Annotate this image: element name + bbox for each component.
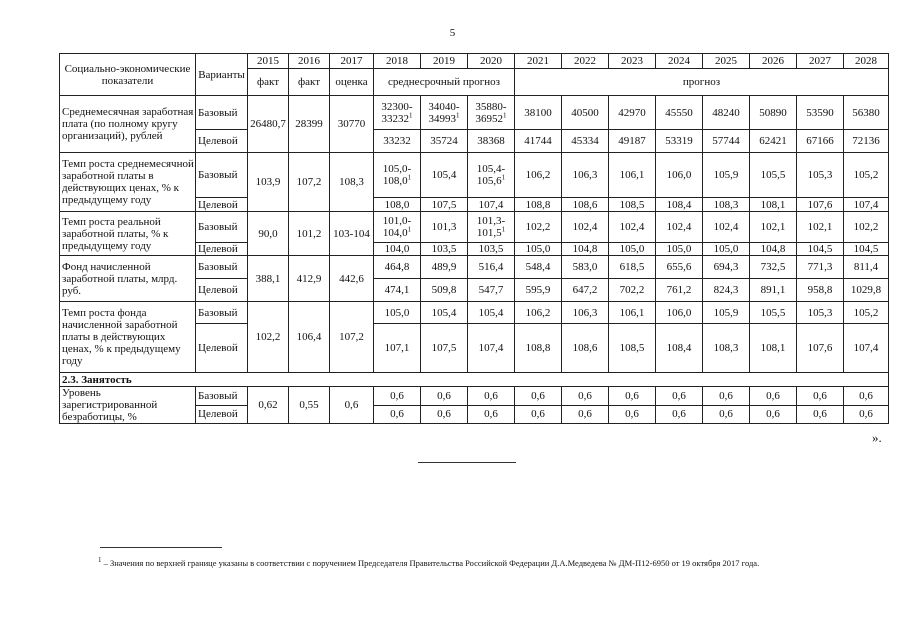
value-cell: 30770: [330, 96, 374, 153]
value-cell: 105,0: [609, 243, 656, 256]
variant-label: Целевой: [196, 405, 248, 424]
value-cell: 0,62: [248, 387, 289, 424]
footnote: [98, 557, 888, 569]
separator-line: [418, 462, 516, 463]
value-cell: 489,9: [421, 256, 468, 279]
type-estimate: оценка: [330, 69, 374, 96]
type-forecast: прогноз: [515, 69, 889, 96]
value-cell: 102,4: [562, 212, 609, 243]
variant-label: Целевой: [196, 130, 248, 153]
value-cell: 105,4-105,6$^1$: [468, 153, 515, 198]
value-cell: 28399: [289, 96, 330, 153]
value-cell: 45334: [562, 130, 609, 153]
section-title: 2.3. Занятость: [60, 373, 889, 387]
value-cell: 0,6: [374, 405, 421, 424]
value-cell: 464,8: [374, 256, 421, 279]
value-cell: 49187: [609, 130, 656, 153]
value-cell: 0,6: [609, 405, 656, 424]
header-variants: Варианты: [196, 54, 248, 96]
indicator-label: Темп роста фонда начисленной заработной платы в действующих ценах, % к предыдущему году: [60, 302, 196, 373]
value-cell: 107,4: [468, 324, 515, 373]
value-cell: 474,1: [374, 279, 421, 302]
value-cell: 90,0: [248, 212, 289, 256]
value-cell: 105,9: [703, 153, 750, 198]
value-cell: 106,3: [562, 153, 609, 198]
variant-label: Базовый: [196, 96, 248, 130]
value-cell: 388,1: [248, 256, 289, 302]
value-cell: 57744: [703, 130, 750, 153]
year-cell: 2015: [248, 54, 289, 69]
value-cell: 72136: [844, 130, 889, 153]
value-cell: 0,6: [797, 387, 844, 406]
value-cell: 0,6: [703, 405, 750, 424]
year-cell: 2026: [750, 54, 797, 69]
value-cell: 732,5: [750, 256, 797, 279]
variant-label: Целевой: [196, 243, 248, 256]
value-cell: 618,5: [609, 256, 656, 279]
value-cell: 0,6: [421, 387, 468, 406]
type-fact: факт: [248, 69, 289, 96]
value-cell: 771,3: [797, 256, 844, 279]
value-cell: 103,9: [248, 153, 289, 212]
value-cell: 102,2: [248, 302, 289, 373]
value-cell: 104,5: [844, 243, 889, 256]
value-cell: 103-104: [330, 212, 374, 256]
value-cell: 105,0: [656, 243, 703, 256]
indicator-label: Фонд начисленной заработной платы, млрд. руб.: [60, 256, 196, 302]
value-cell: 107,5: [421, 198, 468, 212]
year-cell: 2027: [797, 54, 844, 69]
value-cell: 106,0: [656, 302, 703, 324]
value-cell: 105,2: [844, 302, 889, 324]
value-cell: 32300-33232$^1$: [374, 96, 421, 130]
table-row: [60, 302, 889, 324]
section-row: [60, 373, 889, 387]
value-cell: 105,0: [703, 243, 750, 256]
value-cell: 38368: [468, 130, 515, 153]
value-cell: 107,4: [844, 198, 889, 212]
value-cell: 101,3-101,5$^1$: [468, 212, 515, 243]
variant-label: Базовый: [196, 153, 248, 198]
value-cell: 34040-34993$^1$: [421, 96, 468, 130]
value-cell: 0,6: [750, 405, 797, 424]
value-cell: 0,6: [330, 387, 374, 424]
value-cell: 0,6: [468, 387, 515, 406]
value-cell: 0,6: [421, 405, 468, 424]
type-midterm-forecast: среднесрочный прогноз: [374, 69, 515, 96]
value-cell: 0,6: [656, 405, 703, 424]
footnote-text: – Значения по верхней границе указаны в соответствии с поручением Председателя Правительства Российской Федерации Д.А.Медведева № ДМ-П12-6950 от 19 октября 2017 года.: [103, 558, 760, 568]
value-cell: 108,6: [562, 324, 609, 373]
value-cell: 102,2: [844, 212, 889, 243]
indicator-label: Среднемесячная заработная плата (по полному кругу организаций), рублей: [60, 96, 196, 153]
table-row: [60, 256, 889, 279]
value-cell: 412,9: [289, 256, 330, 302]
value-cell: 45550: [656, 96, 703, 130]
value-cell: 104,8: [750, 243, 797, 256]
value-cell: 102,4: [609, 212, 656, 243]
value-cell: 108,4: [656, 198, 703, 212]
value-cell: 0,6: [656, 387, 703, 406]
value-cell: 107,2: [330, 302, 374, 373]
footnote-mark: 1: [98, 556, 102, 565]
variant-label: Базовый: [196, 387, 248, 406]
value-cell: 0,6: [844, 387, 889, 406]
value-cell: 824,3: [703, 279, 750, 302]
value-cell: 103,5: [468, 243, 515, 256]
value-cell: 101,2: [289, 212, 330, 256]
value-cell: 108,0: [374, 198, 421, 212]
indicator-label: Темп роста среднемесячной заработной платы в действующих ценах, % к предыдущему году: [60, 153, 196, 212]
value-cell: 108,3: [703, 198, 750, 212]
header-indicator: Социально-экономические показатели: [60, 54, 196, 96]
value-cell: 0,6: [844, 405, 889, 424]
value-cell: 509,8: [421, 279, 468, 302]
year-cell: 2017: [330, 54, 374, 69]
value-cell: 35724: [421, 130, 468, 153]
value-cell: 102,1: [750, 212, 797, 243]
value-cell: 108,5: [609, 324, 656, 373]
year-cell: 2022: [562, 54, 609, 69]
value-cell: 107,4: [844, 324, 889, 373]
value-cell: 107,6: [797, 198, 844, 212]
value-cell: 102,2: [515, 212, 562, 243]
value-cell: 62421: [750, 130, 797, 153]
year-cell: 2025: [703, 54, 750, 69]
value-cell: 583,0: [562, 256, 609, 279]
value-cell: 0,6: [562, 387, 609, 406]
value-cell: 105,5: [750, 302, 797, 324]
value-cell: 102,4: [656, 212, 703, 243]
value-cell: 107,6: [797, 324, 844, 373]
value-cell: 108,1: [750, 324, 797, 373]
value-cell: 105,3: [797, 153, 844, 198]
value-cell: 105,0-108,0$^1$: [374, 153, 421, 198]
value-cell: 106,0: [656, 153, 703, 198]
variant-label: Базовый: [196, 256, 248, 279]
value-cell: 0,55: [289, 387, 330, 424]
value-cell: 105,4: [468, 302, 515, 324]
year-cell: 2024: [656, 54, 703, 69]
value-cell: 0,6: [515, 387, 562, 406]
value-cell: 106,1: [609, 153, 656, 198]
value-cell: 694,3: [703, 256, 750, 279]
value-cell: 0,6: [797, 405, 844, 424]
value-cell: 595,9: [515, 279, 562, 302]
value-cell: 0,6: [562, 405, 609, 424]
value-cell: 105,3: [797, 302, 844, 324]
value-cell: 38100: [515, 96, 562, 130]
value-cell: 41744: [515, 130, 562, 153]
value-cell: 108,8: [515, 198, 562, 212]
indicator-label: Темп роста реальной заработной платы, % к предыдущему году: [60, 212, 196, 256]
value-cell: 26480,7: [248, 96, 289, 153]
value-cell: 53319: [656, 130, 703, 153]
table-row: [60, 212, 889, 243]
value-cell: 107,5: [421, 324, 468, 373]
value-cell: 105,0: [515, 243, 562, 256]
variant-label: Базовый: [196, 212, 248, 243]
variant-label: Базовый: [196, 302, 248, 324]
value-cell: 108,5: [609, 198, 656, 212]
value-cell: 0,6: [515, 405, 562, 424]
value-cell: 104,5: [797, 243, 844, 256]
closing-quote: ».: [872, 430, 882, 445]
page-number: 5: [449, 27, 456, 39]
value-cell: 108,6: [562, 198, 609, 212]
footnote-separator: [100, 547, 222, 548]
value-cell: 104,0: [374, 243, 421, 256]
header-row-years: [60, 54, 889, 69]
value-cell: 103,5: [421, 243, 468, 256]
value-cell: 56380: [844, 96, 889, 130]
indicator-label: Уровень зарегистрированной безработицы, %: [60, 387, 196, 424]
variant-label: Целевой: [196, 324, 248, 373]
value-cell: 1029,8: [844, 279, 889, 302]
value-cell: 101,0-104,0$^1$: [374, 212, 421, 243]
value-cell: 0,6: [374, 387, 421, 406]
value-cell: 442,6: [330, 256, 374, 302]
value-cell: 67166: [797, 130, 844, 153]
value-cell: 106,2: [515, 153, 562, 198]
table-row: [60, 387, 889, 406]
value-cell: 548,4: [515, 256, 562, 279]
value-cell: 106,3: [562, 302, 609, 324]
forecast-table: [59, 53, 889, 424]
value-cell: 0,6: [468, 405, 515, 424]
value-cell: 891,1: [750, 279, 797, 302]
value-cell: 104,8: [562, 243, 609, 256]
table-row: [60, 153, 889, 198]
value-cell: 108,3: [703, 324, 750, 373]
value-cell: 811,4: [844, 256, 889, 279]
table-row: [60, 96, 889, 130]
value-cell: 102,1: [797, 212, 844, 243]
value-cell: 106,4: [289, 302, 330, 373]
value-cell: 50890: [750, 96, 797, 130]
year-cell: 2028: [844, 54, 889, 69]
value-cell: 107,1: [374, 324, 421, 373]
value-cell: 105,4: [421, 153, 468, 198]
value-cell: 108,1: [750, 198, 797, 212]
value-cell: 516,4: [468, 256, 515, 279]
value-cell: 108,4: [656, 324, 703, 373]
value-cell: 33232: [374, 130, 421, 153]
value-cell: 0,6: [703, 387, 750, 406]
year-cell: 2019: [421, 54, 468, 69]
value-cell: 101,3: [421, 212, 468, 243]
type-fact: факт: [289, 69, 330, 96]
value-cell: 48240: [703, 96, 750, 130]
value-cell: 42970: [609, 96, 656, 130]
year-cell: 2018: [374, 54, 421, 69]
value-cell: 647,2: [562, 279, 609, 302]
value-cell: 108,3: [330, 153, 374, 212]
variant-label: Целевой: [196, 279, 248, 302]
value-cell: 53590: [797, 96, 844, 130]
year-cell: 2023: [609, 54, 656, 69]
value-cell: 106,2: [515, 302, 562, 324]
year-cell: 2016: [289, 54, 330, 69]
value-cell: 35880-36952$^1$: [468, 96, 515, 130]
value-cell: 102,4: [703, 212, 750, 243]
value-cell: 108,8: [515, 324, 562, 373]
value-cell: 958,8: [797, 279, 844, 302]
value-cell: 107,4: [468, 198, 515, 212]
value-cell: 547,7: [468, 279, 515, 302]
year-cell: 2021: [515, 54, 562, 69]
value-cell: 0,6: [609, 387, 656, 406]
value-cell: 40500: [562, 96, 609, 130]
value-cell: 105,2: [844, 153, 889, 198]
value-cell: 105,5: [750, 153, 797, 198]
value-cell: 655,6: [656, 256, 703, 279]
value-cell: 106,1: [609, 302, 656, 324]
year-cell: 2020: [468, 54, 515, 69]
value-cell: 0,6: [750, 387, 797, 406]
value-cell: 105,4: [421, 302, 468, 324]
variant-label: Целевой: [196, 198, 248, 212]
value-cell: 105,0: [374, 302, 421, 324]
value-cell: 105,9: [703, 302, 750, 324]
value-cell: 702,2: [609, 279, 656, 302]
value-cell: 761,2: [656, 279, 703, 302]
value-cell: 107,2: [289, 153, 330, 212]
